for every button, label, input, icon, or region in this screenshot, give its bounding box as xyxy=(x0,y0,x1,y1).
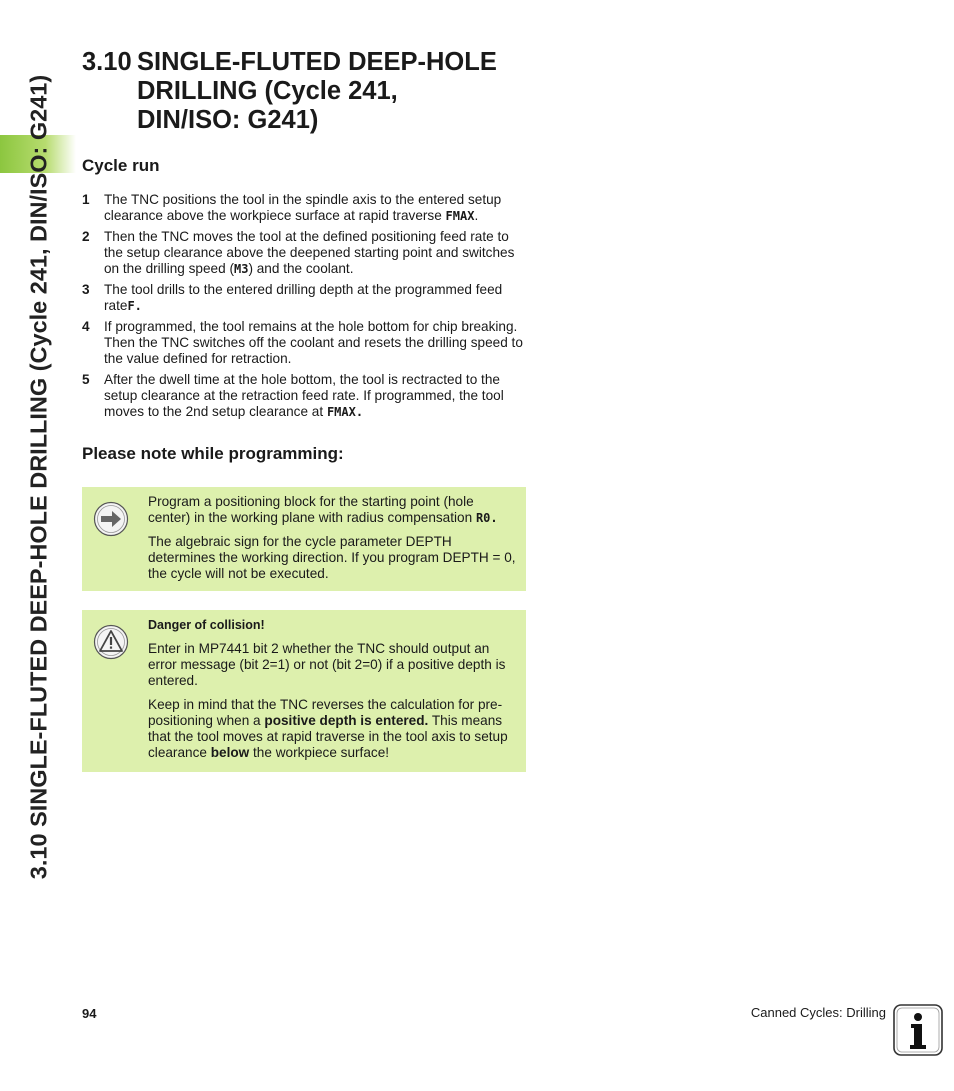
info-icon[interactable] xyxy=(893,1004,943,1056)
title-line-2: DRILLING (Cycle 241, xyxy=(137,77,398,105)
page-number: 94 xyxy=(82,1006,97,1021)
step-text: Then the TNC moves the tool at the defined positioning feed rate to the setup clearance above the deepened starting point and switches on the drilling speed ( xyxy=(104,229,515,276)
step-number: 1 xyxy=(82,192,90,207)
step-after: ) and the coolant. xyxy=(248,261,354,276)
title-number: 3.10 xyxy=(82,48,132,76)
step-text: After the dwell time at the hole bottom, the tool is rectracted to the setup clearance at the retraction feed rate. If programmed, the tool moves to the 2nd setup clearance at xyxy=(104,372,504,419)
page-title xyxy=(82,48,497,135)
step-number: 5 xyxy=(82,372,90,387)
note-paragraph xyxy=(148,494,518,526)
programming-notes-heading: Please note while programming: xyxy=(82,444,344,463)
note-p1-text: Program a positioning block for the starting point (hole center) in the working plane with radius compensation xyxy=(148,494,476,525)
danger-p2-after: the workpiece surface! xyxy=(249,745,390,760)
side-title-wrap xyxy=(16,40,62,915)
step-code: M3 xyxy=(233,262,249,276)
danger-text xyxy=(148,617,518,769)
step-after: . xyxy=(474,208,479,223)
title-text-1: SINGLE-FLUTED DEEP-HOLE xyxy=(137,48,497,76)
arrow-right-icon xyxy=(93,501,129,537)
side-running-title: 3.10 SINGLE-FLUTED DEEP-HOLE DRILLING (Cycle 241, DIN/ISO: G241) xyxy=(25,74,52,880)
step-number: 2 xyxy=(82,229,90,244)
title-line-3: DIN/ISO: G241) xyxy=(137,106,319,134)
list-item xyxy=(82,372,528,420)
danger-box xyxy=(82,610,526,772)
danger-p2-middle: This means that the tool moves at rapid traverse in the tool axis to setup clearance xyxy=(148,713,508,760)
note-paragraph: The algebraic sign for the cycle parameter DEPTH determines the working direction. If you program DEPTH = 0, the cycle will not be executed. xyxy=(148,534,516,581)
danger-title: Danger of collision! xyxy=(148,618,265,632)
step-code: FMAX. xyxy=(326,405,364,419)
danger-p2-bold: positive depth is entered. xyxy=(264,713,429,728)
title-line-1 xyxy=(82,48,497,77)
note-text xyxy=(148,494,518,590)
step-number: 3 xyxy=(82,282,90,297)
list-item xyxy=(82,229,528,277)
danger-paragraph xyxy=(148,697,518,761)
list-item xyxy=(82,319,528,367)
chapter-name: Canned Cycles: Drilling xyxy=(750,1005,886,1020)
step-text: The tool drills to the entered drilling depth at the programmed feed rate xyxy=(104,282,503,313)
list-item xyxy=(82,192,528,224)
note-p1-code: R0. xyxy=(475,511,498,525)
note-box xyxy=(82,487,526,591)
danger-paragraph: Enter in MP7441 bit 2 whether the TNC should output an error message (bit 2=1) or not (bit 2=0) if a positive depth is entered. xyxy=(148,641,506,688)
step-code: FMAX xyxy=(445,209,475,223)
cycle-run-steps xyxy=(82,192,528,425)
step-text: If programmed, the tool remains at the hole bottom for chip breaking. Then the TNC switches off the coolant and resets the drilling speed to the value defined for retraction. xyxy=(104,319,523,366)
step-code: F. xyxy=(127,299,142,313)
step-number: 4 xyxy=(82,319,90,334)
danger-p2-bold2: below xyxy=(210,745,250,760)
list-item xyxy=(82,282,528,314)
step-text: The TNC positions the tool in the spindle axis to the entered setup clearance above the workpiece surface at rapid traverse xyxy=(104,192,502,223)
warning-triangle-icon xyxy=(93,624,129,660)
cycle-run-heading: Cycle run xyxy=(82,156,160,175)
danger-p2-before: Keep in mind that the TNC reverses the calculation for pre-positioning when a xyxy=(148,697,503,728)
